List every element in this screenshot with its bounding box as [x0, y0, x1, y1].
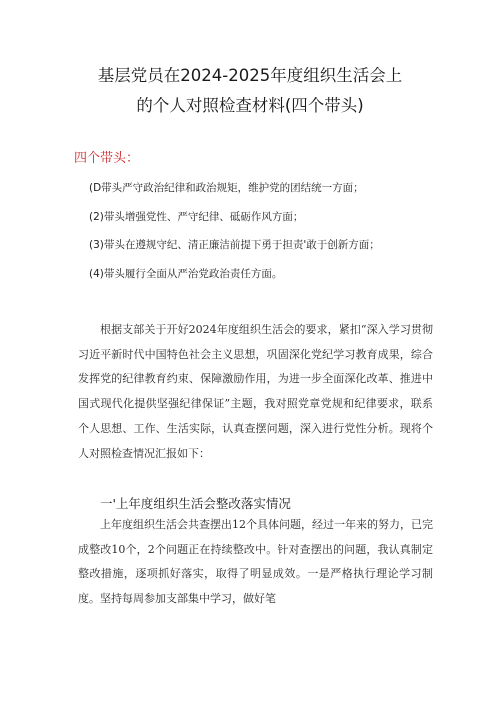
four-leads-item-1: (D带头严守政治纪律和政治规矩，维护党的团结统一方面；: [89, 182, 364, 194]
four-leads-item-4: (4)带头履行全面从严治党政治责任方面。: [89, 268, 283, 280]
document-title-line-1: 基层党员在2024-2025年度组织生活会上: [97, 66, 403, 85]
section-paragraph: 上年度组织生活会共查摆出12个具体问题，经过一年来的努力，已完成整改10个，2个问题正在持续整改中。针对查摆出的问题，我认真制定整改措施，逐项抓好落实，取得了明显成效。一是严格执行理论学习制度。坚持每周参加支部集中学习，做好笔: [78, 518, 433, 606]
four-leads-heading: 四个带头：: [74, 151, 140, 166]
four-leads-item-3: (3)带头在遵规守纪、清正廉洁前提下勇于担责'敢于创新方面；: [89, 239, 380, 251]
intro-paragraph: 根据支部关于开好2024年度组织生活会的要求，紧扣“深入学习贯彻习近平新时代中国特色社会主义思想，巩固深化党纪学习教育成果，综合发挥党的纪律教育约束、保障激励作用，为进一步全面深化改革、推进中国式现代化提供坚强纪律保证”主题，我对照党章党规和纪律要求，联系个人思想、工作、生活实际，认真查摆问题，深入进行党性分析。现将个人对照检查情况汇报如下：: [78, 323, 433, 460]
document-title-line-2: 的个人对照检查材料(四个带头): [136, 96, 364, 115]
four-leads-item-2: (2)带头增强党性、严守纪律、砥砺作风方面；: [89, 211, 304, 223]
section-heading: 一'上年度组织生活会整改落实情况: [100, 496, 291, 511]
